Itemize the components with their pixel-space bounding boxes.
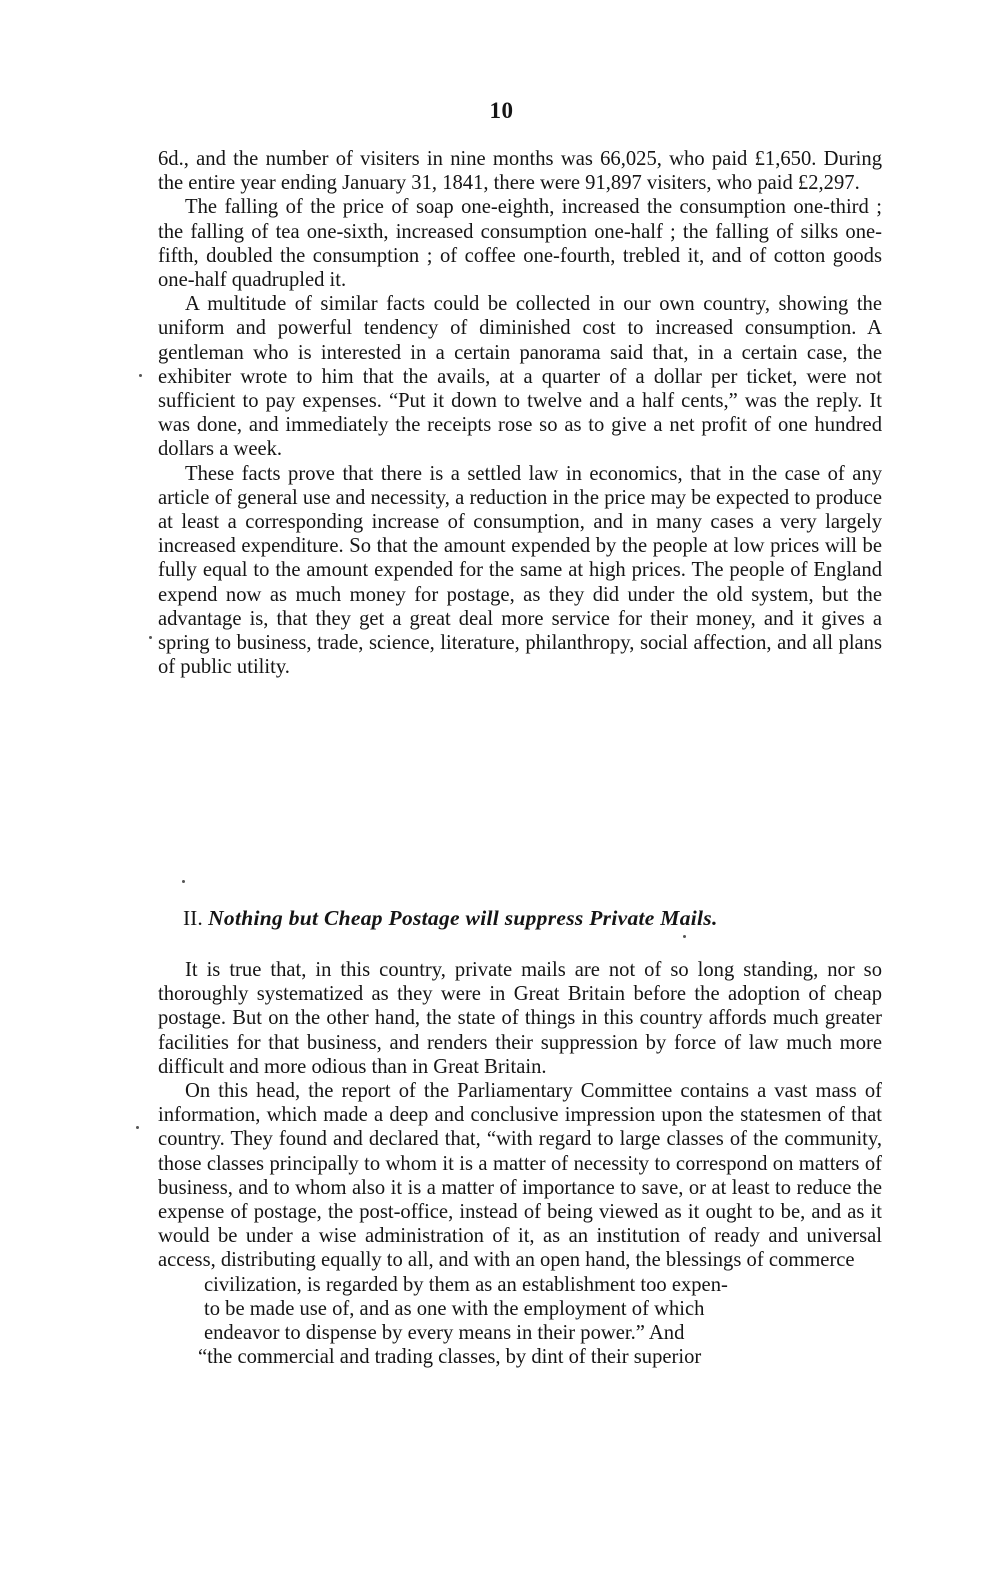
scan-speck xyxy=(683,935,686,938)
tail-line: civilization, is regarded by them as an establishment too expen- xyxy=(204,1273,728,1296)
section-title: Nothing but Cheap Postage will suppress Private Mails. xyxy=(208,906,718,930)
paragraph-price-falls: The falling of the price of soap one-eighth, increased the consumption one-third ; the falling of tea one-sixth, increased consumption one-half ; the falling of silks one-fifth, doubled the consumption ; of coffee one-fourth, trebled it, and of cotton goods one-half quadrupled it. xyxy=(158,196,882,292)
body-text-part-one xyxy=(158,147,882,679)
tail-line: “the commercial and trading classes, by dint of their superior xyxy=(198,1346,702,1369)
paragraph-similar-facts: A multitude of similar facts could be collected in our own country, showing the uniform and powerful tendency of diminished cost to increased consumption. A gentleman who is interested in a certain panorama said that, in a certain case, the exhibiter wrote to him that the avails, at a quarter of a dollar per ticket, were not sufficient to pay expenses. “Put it down to twelve and a half cents,” was the reply. It was done, and immediately the receipts rose so as to give a net profit of one hundred dollars a week. xyxy=(158,293,882,461)
paragraph-continuation: 6d., and the number of visiters in nine months was 66,025, who paid £1,650. During the entire year ending January 31, 1841, there were 91,897 visiters, who paid £2,297. xyxy=(158,148,882,195)
section-number: II. xyxy=(183,906,203,930)
scan-speck xyxy=(139,374,142,377)
scan-speck xyxy=(182,880,185,883)
tail-line: endeavor to dispense by every means in their power.” And xyxy=(204,1322,685,1345)
page-number: 10 xyxy=(489,98,514,123)
paragraph-parliamentary-committee: On this head, the report of the Parliamentary Committee contains a vast mass of information, which made a deep and conclusive impression upon the statesmen of that country. They found and declared that, “with regard to large classes of the community, those classes principally to whom it is a matter of necessity to correspond on matters of business, and to whom also it is a matter of importance to save, or at least to reduce the expense of postage, the post-office, instead of being viewed as it ought to be, and as it would be under a wise administration of it, as an institution of ready and universal access, distributing equally to all, and with an open hand, the blessings of commerce xyxy=(158,1080,882,1272)
scan-speck xyxy=(136,1126,139,1129)
paragraph-private-mails: It is true that, in this country, private mails are not of so long standing, nor so thoroughly systematized as they were in Great Britain before the adoption of cheap postage. But on the other hand, the state of things in this country affords much greater facilities for that business, and renders their suppression by force of law much more difficult and more odious than in Great Britain. xyxy=(158,959,882,1078)
paragraph-settled-law: These facts prove that there is a settled law in economics, that in the case of any article of general use and necessity, a reduction in the price may be expected to produce at least a corresponding increase of consumption, and in many cases a very largely increased expenditure. So that the amount expended by the people at low prices will be fully equal to the amount expended for the same at high prices. The people of England expend now as much money for postage, as they did under the old system, but the advantage is, that they get a great deal more service for their money, and it gives a spring to business, trade, science, literature, philanthropy, social affection, and all plans of public utility. xyxy=(158,462,882,679)
quotation-tail xyxy=(158,1273,882,1370)
section-heading xyxy=(183,905,903,931)
scan-speck xyxy=(149,636,152,639)
body-text-section-two xyxy=(158,958,882,1369)
tail-line: to be made use of, and as one with the employment of which xyxy=(204,1297,705,1320)
